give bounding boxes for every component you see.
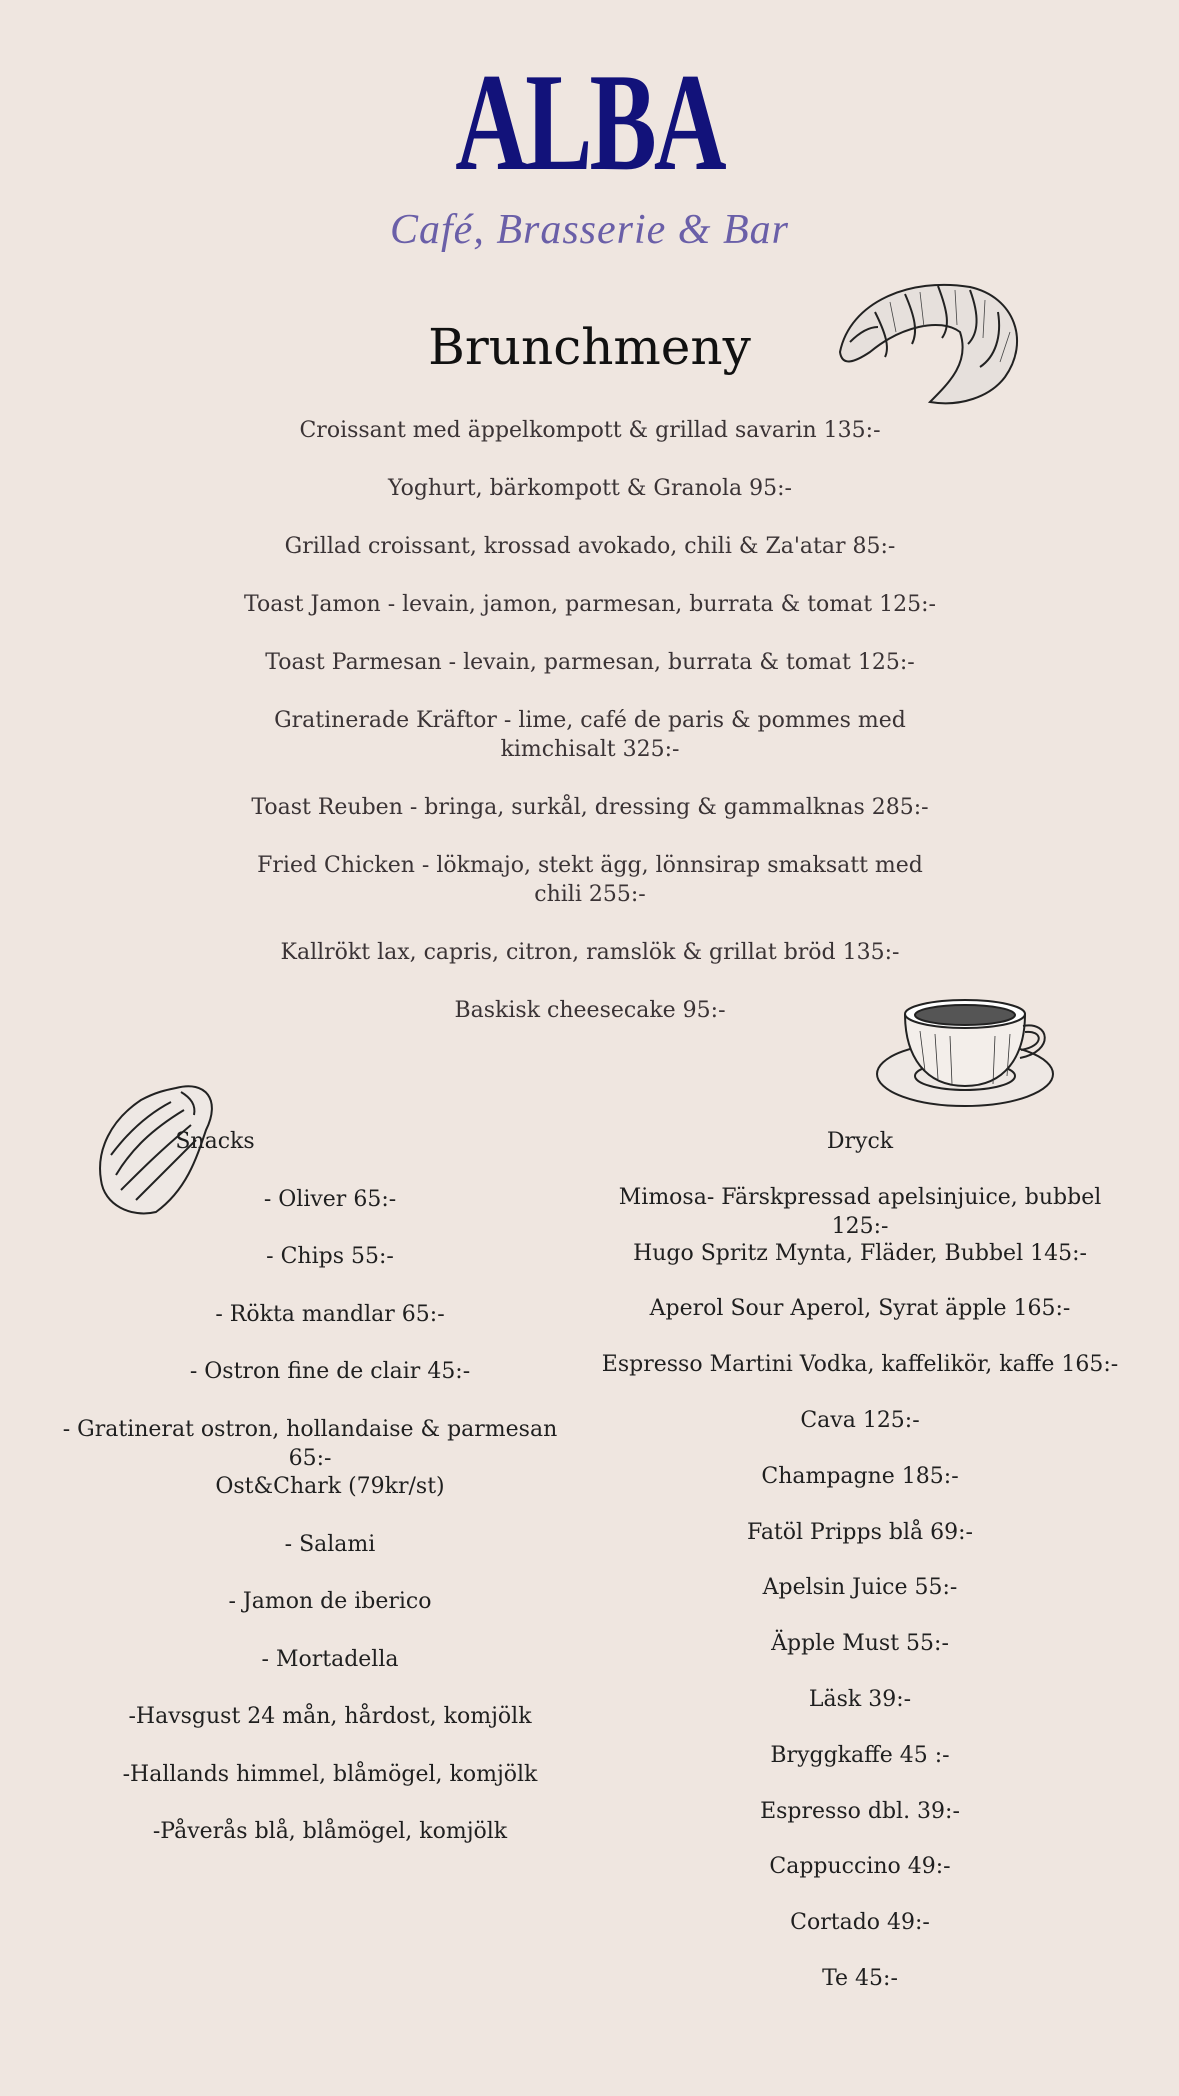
brunch-item: Croissant med äppelkompott & grillad savarin 135:- [299,418,881,443]
snack-item: -Påverås blå, blåmögel, komjölk [152,1819,508,1844]
dryck-item: Aperol Sour Aperol, Syrat äpple 165:- [649,1296,1071,1322]
dryck-item: Espresso Martini Vodka, kaffelikör, kaffe 165:- [601,1352,1119,1378]
logo: ALBA [455,45,724,200]
snack-item: - Jamon de iberico [228,1589,432,1614]
dryck-item: Te 45:- [822,1965,898,1991]
dryck-item: Apelsin Juice 55:- [762,1575,958,1601]
brunch-menu-list [200,416,980,1054]
snack-item: Ost&Chark (79kr/st) [215,1474,445,1499]
dryck-item: Läsk 39:- [808,1686,912,1712]
snack-item: - Oliver 65:- [263,1186,397,1212]
dryck-item: Champagne 185:- [761,1463,959,1489]
brunch-item: Toast Jamon - levain, jamon, parmesan, burrata & tomat 125:- [244,592,936,617]
dryck-item: Bryggkaffe 45 :- [770,1742,950,1768]
snacks-heading: Snacks [175,1129,255,1154]
snack-item: - Chips 55:- [266,1244,394,1269]
snack-item: -Havsgust 24 mån, hårdost, komjölk [128,1704,532,1729]
brunch-item: Gratinerade Kräftor - lime, café de paris & pommes med kimchisalt 325:- [274,708,906,762]
dryck-section [590,1127,1130,2020]
dryck-item: Cortado 49:- [790,1910,930,1936]
snack-item: - Salami [284,1531,376,1557]
menu-title: Brunchmeny [428,318,751,376]
snacks-section [60,1127,600,1875]
brunch-item: Grillad croissant, krossad avokado, chili & Za'atar 85:- [284,534,896,559]
brunch-item: Baskisk cheesecake 95:- [454,998,726,1023]
brunch-item: Fried Chicken - lökmajo, stekt ägg, lönnsirap smaksatt med chili 255:- [257,853,923,907]
snack-item: -Hallands himmel, blåmögel, komjölk [122,1761,538,1787]
dryck-item: Mimosa- Färskpressad apelsinjuice, bubbel 125:- [618,1184,1102,1239]
croissant-illustration [830,272,1030,412]
brunch-item: Toast Parmesan - levain, parmesan, burrata & tomat 125:- [265,650,915,675]
dryck-item: Espresso dbl. 39:- [760,1798,960,1824]
dryck-item: Fatöl Pripps blå 69:- [747,1519,973,1545]
brunch-item: Yoghurt, bärkompott & Granola 95:- [388,476,792,501]
snack-item: - Mortadella [261,1646,399,1672]
dryck-item: Hugo Spritz Mynta, Fläder, Bubbel 145:- [633,1240,1087,1266]
snack-item: - Ostron fine de clair 45:- [189,1359,471,1384]
brunch-item: Toast Reuben - bringa, surkål, dressing & gammalknas 285:- [251,795,929,820]
dryck-item: Cappuccino 49:- [769,1854,951,1880]
dryck-item: Äpple Must 55:- [771,1631,949,1657]
snack-item: - Rökta mandlar 65:- [215,1301,445,1327]
brunch-item: Kallrökt lax, capris, citron, ramslök & grillat bröd 135:- [280,940,900,965]
snack-item: - Gratinerat ostron, hollandaise & parmesan 65:- [62,1416,558,1471]
tagline: Café, Brasserie & Bar [390,207,789,253]
dryck-heading: Dryck [826,1129,894,1154]
dryck-item: Cava 125:- [800,1407,920,1433]
